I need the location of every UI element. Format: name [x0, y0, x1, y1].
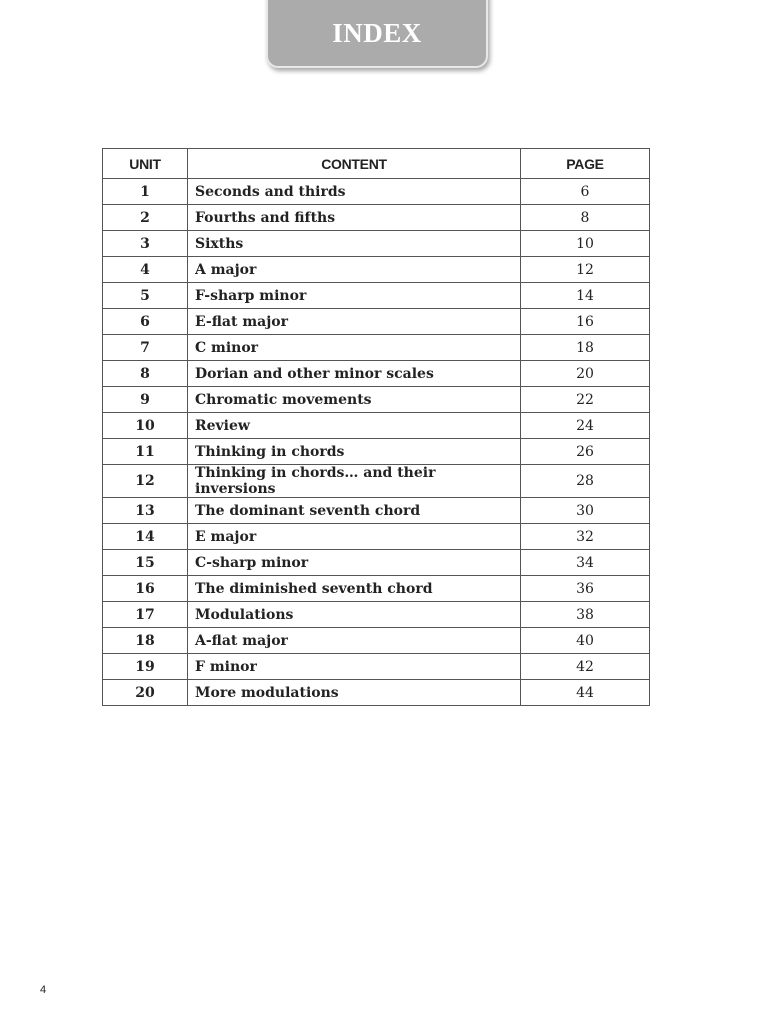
content-cell: Fourths and fifths: [188, 205, 521, 231]
page-cell: 42: [521, 654, 650, 680]
unit-cell: 11: [103, 439, 188, 465]
table-header-row: [103, 149, 650, 179]
page-cell: 44: [521, 680, 650, 706]
unit-cell: 19: [103, 654, 188, 680]
content-cell: The diminished seventh chord: [188, 576, 521, 602]
page-cell: 28: [521, 465, 650, 498]
table-row: [103, 335, 650, 361]
content-cell: Modulations: [188, 602, 521, 628]
unit-cell: 10: [103, 413, 188, 439]
unit-cell: 16: [103, 576, 188, 602]
page-cell: 8: [521, 205, 650, 231]
page-cell: 40: [521, 628, 650, 654]
unit-cell: 8: [103, 361, 188, 387]
content-cell: A-flat major: [188, 628, 521, 654]
page-cell: 24: [521, 413, 650, 439]
unit-cell: 20: [103, 680, 188, 706]
page-title: INDEX: [332, 18, 422, 48]
table-row: [103, 387, 650, 413]
table-row: [103, 309, 650, 335]
unit-cell: 3: [103, 231, 188, 257]
table-row: [103, 576, 650, 602]
unit-cell: 9: [103, 387, 188, 413]
header-unit: UNIT: [103, 149, 188, 179]
unit-cell: 5: [103, 283, 188, 309]
table-row: [103, 257, 650, 283]
page-cell: 16: [521, 309, 650, 335]
page-cell: 20: [521, 361, 650, 387]
unit-cell: 12: [103, 465, 188, 498]
table-row: [103, 654, 650, 680]
content-cell: The dominant seventh chord: [188, 498, 521, 524]
unit-cell: 15: [103, 550, 188, 576]
content-cell: F minor: [188, 654, 521, 680]
unit-cell: 6: [103, 309, 188, 335]
unit-cell: 17: [103, 602, 188, 628]
header-page: PAGE: [521, 149, 650, 179]
index-table: [102, 148, 650, 706]
table-row: [103, 550, 650, 576]
page-cell: 26: [521, 439, 650, 465]
table-row: [103, 413, 650, 439]
page-cell: 12: [521, 257, 650, 283]
page-number: 4: [40, 984, 47, 996]
content-cell: C-sharp minor: [188, 550, 521, 576]
content-cell: Thinking in chords: [188, 439, 521, 465]
table-row: [103, 498, 650, 524]
content-cell: C minor: [188, 335, 521, 361]
content-cell: A major: [188, 257, 521, 283]
content-cell: Review: [188, 413, 521, 439]
page-cell: 10: [521, 231, 650, 257]
page-cell: 14: [521, 283, 650, 309]
page-cell: 38: [521, 602, 650, 628]
table-row: [103, 283, 650, 309]
index-title-tab: [266, 0, 488, 68]
content-cell: Dorian and other minor scales: [188, 361, 521, 387]
page-cell: 22: [521, 387, 650, 413]
header-content: CONTENT: [188, 149, 521, 179]
table-row: [103, 602, 650, 628]
table-row: [103, 439, 650, 465]
page-cell: 18: [521, 335, 650, 361]
content-cell: Thinking in chords… and their inversions: [188, 465, 521, 498]
table-row: [103, 361, 650, 387]
content-cell: Seconds and thirds: [188, 179, 521, 205]
table-row: [103, 231, 650, 257]
table-row: [103, 205, 650, 231]
table-row: [103, 465, 650, 498]
unit-cell: 2: [103, 205, 188, 231]
content-cell: Chromatic movements: [188, 387, 521, 413]
page-cell: 30: [521, 498, 650, 524]
unit-cell: 7: [103, 335, 188, 361]
unit-cell: 1: [103, 179, 188, 205]
page-cell: 32: [521, 524, 650, 550]
page-cell: 36: [521, 576, 650, 602]
unit-cell: 14: [103, 524, 188, 550]
unit-cell: 18: [103, 628, 188, 654]
table-row: [103, 179, 650, 205]
unit-cell: 13: [103, 498, 188, 524]
page-cell: 6: [521, 179, 650, 205]
content-cell: More modulations: [188, 680, 521, 706]
content-cell: F-sharp minor: [188, 283, 521, 309]
unit-cell: 4: [103, 257, 188, 283]
content-cell: Sixths: [188, 231, 521, 257]
table-row: [103, 628, 650, 654]
content-cell: E major: [188, 524, 521, 550]
page-cell: 34: [521, 550, 650, 576]
content-cell: E-flat major: [188, 309, 521, 335]
table-row: [103, 524, 650, 550]
table-row: [103, 680, 650, 706]
